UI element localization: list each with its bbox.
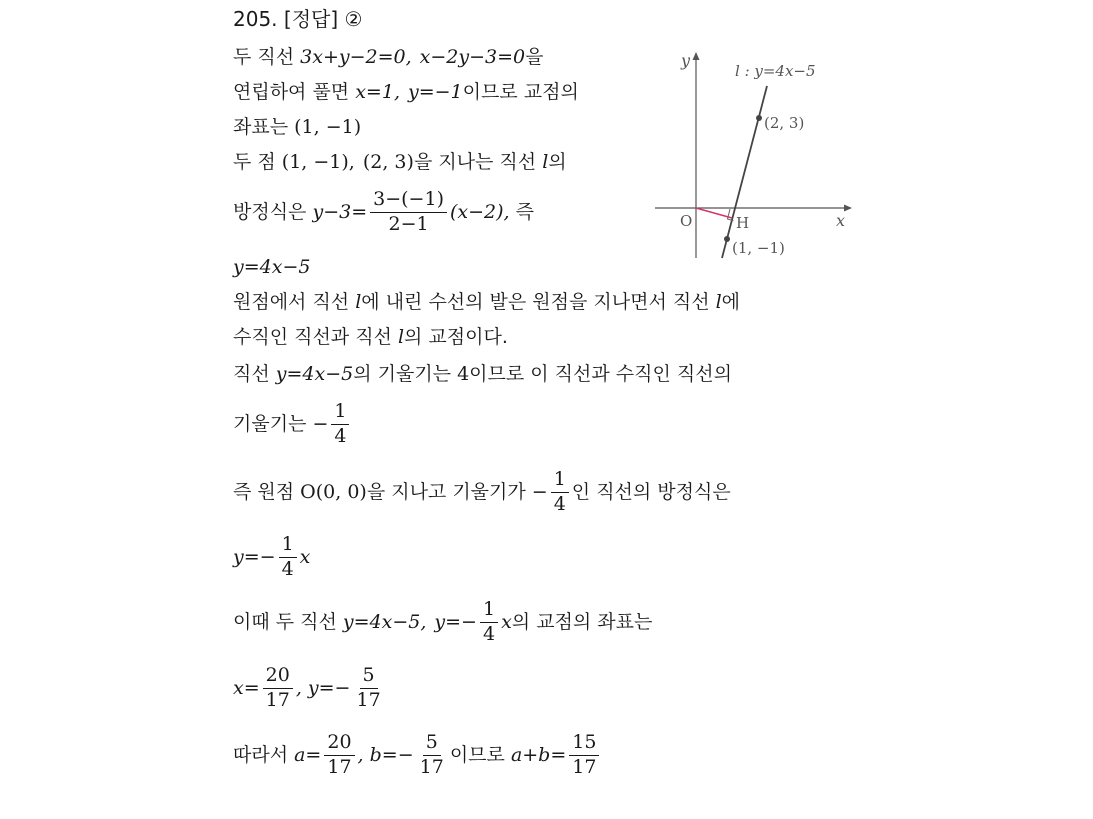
text: 즉 원점	[233, 480, 301, 503]
text: 좌표는	[233, 116, 295, 138]
perpendicular-segment	[696, 208, 732, 218]
text: 인 직선의 방정식은	[571, 480, 731, 503]
b-fraction	[417, 733, 447, 778]
numerator: 5	[423, 733, 441, 756]
lhs: y=−	[233, 545, 276, 568]
text: 의 교점의 좌표는	[511, 610, 653, 633]
x-axis-arrow	[844, 205, 852, 212]
text: 수직인 직선과 직선	[233, 326, 398, 348]
origin-point: O(0, 0)	[300, 480, 367, 503]
text: 방정식은	[233, 200, 313, 223]
text: 에 내린 수선의 발은 원점을 지나면서 직선	[361, 291, 716, 313]
line-symbol: l	[715, 291, 722, 313]
denominator: 4	[334, 424, 347, 447]
fraction	[551, 470, 569, 515]
line-7	[233, 293, 740, 312]
text: 이므로	[449, 743, 511, 766]
line-2	[233, 83, 579, 102]
x-lhs: x=	[233, 676, 260, 699]
line-equation: y=4x−5	[275, 363, 354, 385]
lhs: y−3=	[312, 200, 368, 223]
coordinate-graph	[650, 42, 860, 264]
y-lhs: , y=−	[295, 676, 351, 699]
denominator: 17	[327, 755, 352, 778]
minus-sign: −	[312, 412, 329, 435]
point-b-dot	[724, 236, 730, 242]
denominator: 17	[572, 755, 597, 778]
text: 을 지나고 기울기가	[366, 480, 532, 503]
line-6	[233, 258, 310, 277]
denominator: 17	[356, 688, 381, 711]
denominator: 17	[265, 688, 290, 711]
line-l	[722, 86, 767, 258]
x-axis-label: x	[836, 211, 846, 230]
origin-label: O	[680, 212, 693, 230]
answer-header: 205. [정답] ②	[233, 7, 363, 31]
line-11	[233, 470, 731, 515]
denominator: 4	[482, 622, 496, 645]
minus-sign: −	[531, 480, 548, 503]
line-symbol: l	[355, 291, 362, 313]
rhs: x	[501, 610, 512, 633]
line-9	[233, 365, 732, 384]
line-symbol: l	[397, 326, 405, 348]
text: 이므로 교점의	[462, 81, 579, 103]
text: 이때 두 직선	[233, 610, 343, 633]
fraction	[331, 402, 349, 447]
line-12	[233, 535, 310, 580]
denominator: 2−1	[388, 212, 429, 235]
b-lhs: , b=−	[357, 743, 414, 766]
text: 직선	[233, 363, 276, 385]
text: 즉	[509, 200, 534, 223]
intersection-point: (1, −1)	[294, 116, 362, 138]
sum-fraction	[569, 733, 599, 778]
line-13	[233, 600, 652, 645]
text: 의 교점이다.	[404, 326, 508, 348]
point-b-label: (1, −1)	[732, 239, 785, 257]
numerator: 5	[360, 666, 378, 689]
point-2: (2, 3)	[362, 151, 414, 173]
denominator: 4	[553, 492, 566, 515]
rhs: (x−2),	[449, 200, 510, 223]
text: 두 점	[233, 151, 282, 173]
equation-2: x−2y−3=0	[419, 46, 526, 68]
line-1	[233, 48, 544, 67]
numerator: 1	[279, 535, 297, 558]
line-symbol: l	[542, 151, 549, 173]
text: 의 기울기는	[353, 363, 458, 385]
a-lhs: a=	[294, 743, 322, 766]
solution-y: y=−1	[407, 81, 463, 103]
line-3	[233, 118, 361, 137]
text: 이므로 이 직선과 수직인 직선의	[469, 363, 732, 385]
numerator: 20	[263, 666, 293, 689]
line-15	[233, 733, 602, 778]
line-10	[233, 402, 352, 447]
line-equation: y=4x−5	[233, 256, 311, 278]
point-1: (1, −1),	[281, 151, 355, 173]
numerator: 20	[324, 733, 354, 756]
denominator: 17	[419, 755, 444, 778]
numerator: 1	[331, 402, 349, 425]
sum-lhs: a+b=	[510, 743, 567, 766]
point-a-dot	[756, 115, 762, 121]
text: 에	[721, 291, 741, 313]
line-5	[233, 190, 534, 235]
rhs: x	[299, 545, 311, 568]
numerator: 1	[551, 470, 569, 493]
line-4	[233, 153, 567, 172]
fraction	[279, 535, 297, 580]
line-label: l : y=4x−5	[735, 62, 816, 80]
numerator: 3−(−1)	[370, 190, 447, 213]
line-8	[233, 328, 508, 347]
text: 두 직선	[233, 46, 301, 68]
equation-2-lhs: y=−	[434, 610, 477, 633]
y-axis-arrow	[693, 52, 700, 60]
text: 의	[548, 151, 567, 173]
y-fraction	[353, 666, 383, 711]
equation-1: y=4x−5,	[342, 610, 427, 633]
point-a-label: (2, 3)	[764, 114, 805, 132]
text: 을	[525, 46, 544, 68]
equation-1: 3x+y−2=0,	[300, 46, 412, 68]
text: 연립하여 풀면	[233, 81, 356, 103]
numerator: 1	[480, 600, 498, 623]
fraction	[480, 600, 498, 645]
solution-x: x=1,	[355, 81, 400, 103]
denominator: 4	[281, 557, 294, 580]
numerator: 15	[569, 733, 599, 756]
text: 원점에서 직선	[233, 291, 356, 313]
text: 따라서	[233, 743, 295, 766]
foot-label: H	[736, 214, 750, 232]
slope-value: 4	[457, 363, 470, 385]
a-fraction	[324, 733, 354, 778]
text: 기울기는	[233, 412, 313, 435]
line-14	[233, 666, 387, 711]
x-fraction	[263, 666, 293, 711]
y-axis-label: y	[681, 51, 691, 70]
text: 을 지나는 직선	[413, 151, 543, 173]
slope-fraction	[370, 190, 447, 235]
